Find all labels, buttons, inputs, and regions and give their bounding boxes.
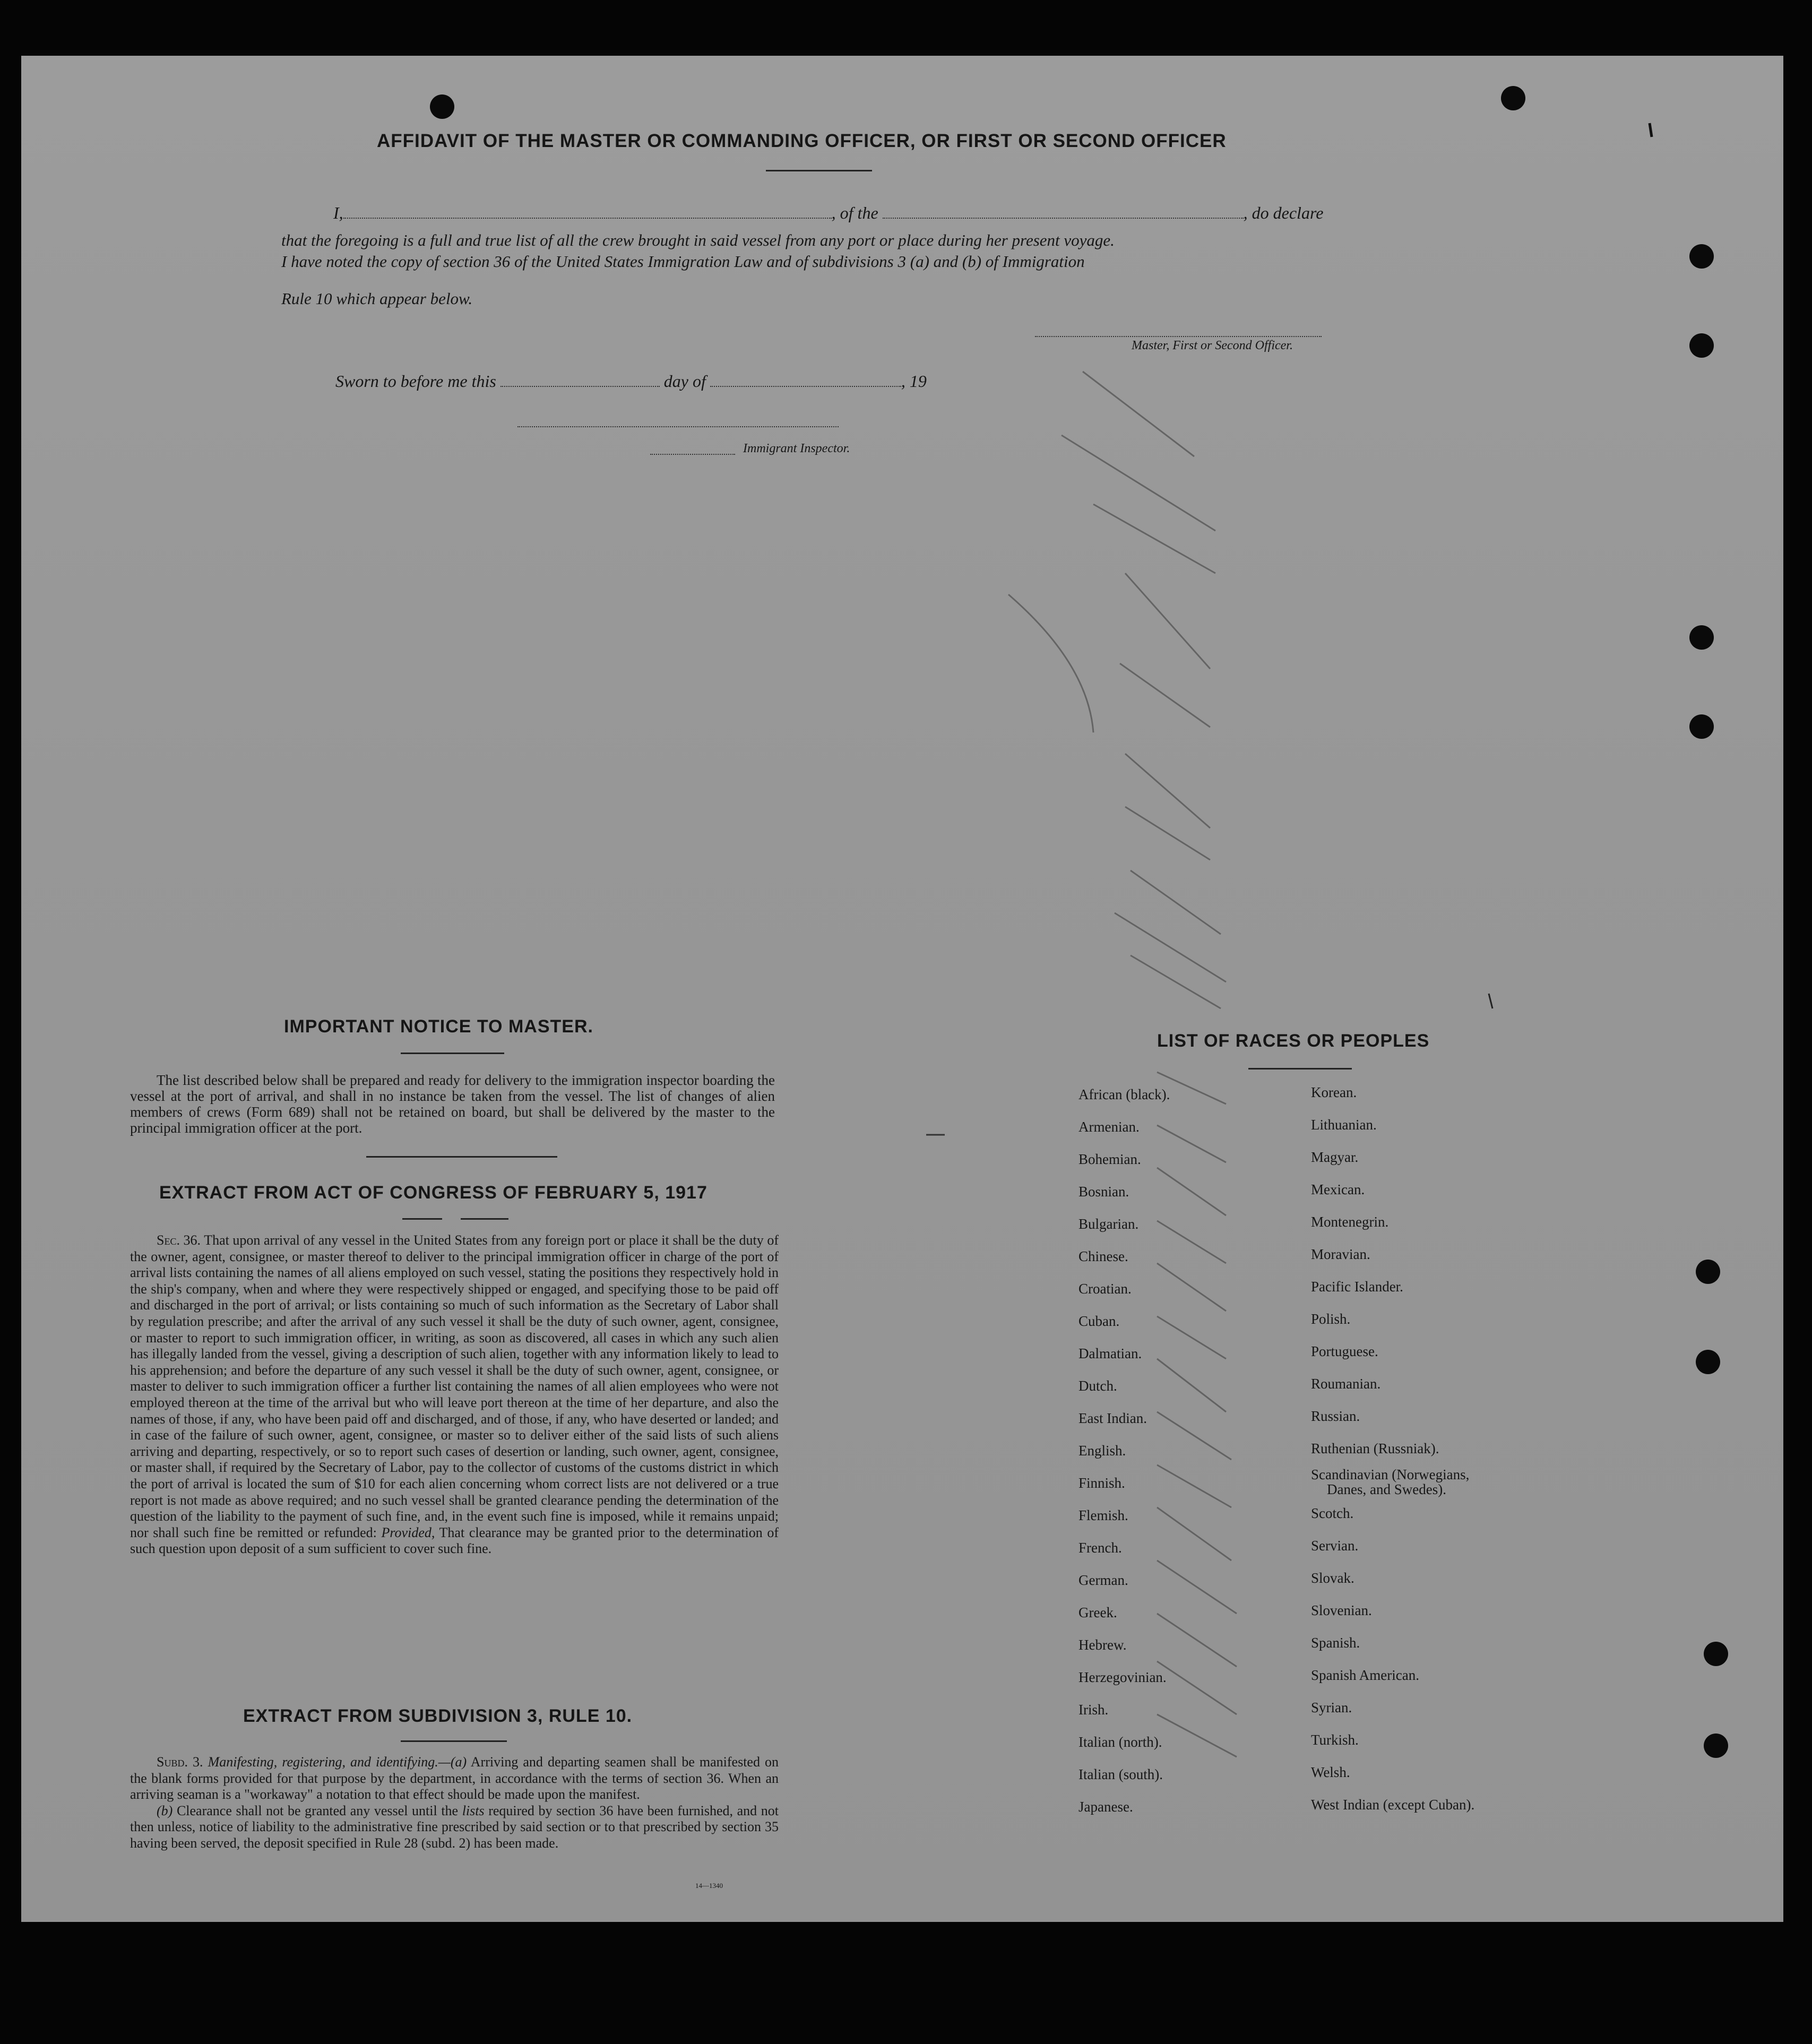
section-label: Sec. 36. <box>157 1232 201 1248</box>
tick-mark <box>1125 807 1210 860</box>
affidavit-line-4: Rule 10 which appear below. <box>281 289 473 308</box>
affidavit-i: I, <box>333 203 343 222</box>
section-36-text: That upon arrival of any vessel in the United States from any foreign port or place it shall be the duty of the owner, agent, consignee, or master thereof to deliver to the principal immigration officer in charge of the port of arrival lists containing the names of all aliens employed on such vessel, stating the positions they respectively hold in the ship's company, when and where they were respectively shipped or engaged, and specifying those to be paid off and discharged in the port of arrival; or lists containing so much of such information as the Secretary of Labor shall by regulation prescribe; and after the arrival of any such vessel it shall be the duty of such owner, agent, consignee, or master to report to such immigration officer, in writing, as soon as discovered, all cases in which any such alien has illegally landed from the vessel, giving a description of such alien, together with any information likely to lead to his apprehension; and before the departure of any such vessel it shall be the duty of such owner, agent, consignee, or master to deliver to such immigration officer a further list containing the names of all alien employees who were not employed thereon at the time of the arrival but who will leave port thereon at the time of her departure, and also the names of those, if any, who have been paid off and discharged, and of those, if any, who have deserted or landed; and in case of the failure of such owner, agent, consignee, or master so to deliver either of the said lists of such aliens arriving and departing, respectively, or so to report such cases of desertion or landing, such owner, agent, consignee, or master shall, if required by the Secretary of Labor, pay to the collector of customs of the customs district in which the port of arrival is located the sum of $10 for each alien concerning whom correct lists are not delivered or a true report is not made as above required; and no such vessel shall be granted clearance pending the determination of the question of the liability to the payment of such fine, and, in the event such fine is imposed, while it remains unpaid; nor shall such fine be remitted or refunded: <box>130 1232 779 1540</box>
affidavit-line-3: I have noted the copy of section 36 of the United States Immigration Law and of subdivisions 3 (a) and (b) of Immigration <box>281 252 1085 271</box>
tick-mark <box>1125 573 1210 669</box>
tick-mark <box>1157 1507 1231 1560</box>
provided-label: Provided, <box>381 1524 435 1540</box>
race-item: Bosnian. <box>1078 1184 1129 1200</box>
race-item: Cuban. <box>1078 1313 1120 1329</box>
tick-mark <box>1157 1221 1226 1263</box>
tick-mark <box>1115 913 1226 982</box>
race-item: Bulgarian. <box>1078 1216 1139 1232</box>
tick-mark <box>1157 1263 1226 1311</box>
tick-mark <box>1131 955 1221 1008</box>
race-item: Scandinavian (Norwegians, <box>1311 1467 1470 1482</box>
race-item: West Indian (except Cuban). <box>1311 1797 1475 1813</box>
sworn-label: Sworn to before me this <box>335 372 496 391</box>
race-item: Dutch. <box>1078 1378 1117 1394</box>
race-item: Mexican. <box>1311 1181 1365 1197</box>
race-item: French. <box>1078 1540 1122 1556</box>
race-item: Roumanian. <box>1311 1376 1381 1392</box>
tick-mark <box>1157 1614 1237 1667</box>
subd-label: Subd. 3. <box>157 1754 203 1770</box>
race-item: Slovenian. <box>1311 1602 1372 1618</box>
race-item: Moravian. <box>1311 1246 1370 1262</box>
stray-mark <box>1650 123 1652 137</box>
provided-text: That clearance may be granted prior to the determination of such question upon deposit of a sum sufficient to cover such fine. <box>130 1524 779 1557</box>
race-item: East Indian. <box>1078 1410 1147 1426</box>
race-item: Japanese. <box>1078 1799 1133 1815</box>
tick-mark <box>1157 1412 1231 1460</box>
race-item: Dalmatian. <box>1078 1346 1142 1361</box>
race-item: Ruthenian (Russniak). <box>1311 1441 1439 1456</box>
race-item: Greek. <box>1078 1605 1117 1620</box>
tick-mark <box>1157 1125 1226 1162</box>
race-item: Italian (north). <box>1078 1734 1162 1750</box>
race-item: English. <box>1078 1443 1126 1459</box>
tick-mark <box>1157 1560 1237 1614</box>
race-item: Magyar. <box>1311 1149 1359 1165</box>
race-item: Servian. <box>1311 1538 1359 1554</box>
stray-mark <box>1489 994 1492 1008</box>
race-item: Montenegrin. <box>1311 1214 1389 1230</box>
subd-b-label: (b) <box>157 1802 173 1818</box>
tick-mark <box>1157 1714 1237 1757</box>
race-item: Spanish. <box>1311 1635 1360 1651</box>
subd-text-b2: required by section 36 have been furnished, and not then unless, notice of liability to the administrative fine prescribed by said section or to that prescribed by section 35 having been served, the deposit specified in Rule 28 (subd. 2) has been made. <box>130 1802 779 1851</box>
tick-mark <box>1157 1072 1226 1104</box>
race-item: Polish. <box>1311 1311 1351 1327</box>
race-item: German. <box>1078 1572 1128 1588</box>
affidavit-title: AFFIDAVIT OF THE MASTER OR COMMANDING OFFICER, OR FIRST OR SECOND OFFICER <box>377 131 1227 151</box>
subd-text-b-lists: lists <box>462 1802 485 1818</box>
affidavit-of-the: , of the <box>831 203 878 222</box>
subd-text-b1: Clearance shall not be granted any vessel until the <box>176 1802 459 1818</box>
day-of-label: day of <box>663 372 706 391</box>
notice-title: IMPORTANT NOTICE TO MASTER. <box>284 1016 593 1037</box>
race-item: Russian. <box>1311 1408 1360 1424</box>
tick-mark <box>1125 754 1210 828</box>
race-item: Irish. <box>1078 1702 1109 1718</box>
race-item: Welsh. <box>1311 1764 1350 1780</box>
race-item: Herzegovinian. <box>1078 1669 1167 1685</box>
affidavit-line-2: that the foregoing is a full and true list of all the crew brought in said vessel from any port or place during her present voyage. <box>281 231 1115 249</box>
race-item: Turkish. <box>1311 1732 1359 1748</box>
act-title: EXTRACT FROM ACT OF CONGRESS OF FEBRUARY 5, 1917 <box>159 1183 707 1203</box>
race-item: Slovak. <box>1311 1570 1354 1586</box>
race-item: Pacific Islander. <box>1311 1279 1403 1295</box>
tick-mark <box>1062 435 1215 531</box>
tick-mark <box>1093 504 1215 573</box>
tick-mark <box>1157 1359 1226 1412</box>
affidavit-declare: , do declare <box>1243 203 1324 222</box>
race-item: Bohemian. <box>1078 1151 1141 1167</box>
rule-title: EXTRACT FROM SUBDIVISION 3, RULE 10. <box>243 1706 633 1726</box>
tick-mark <box>1120 663 1210 727</box>
tick-mark <box>1131 870 1221 934</box>
race-item: Lithuanian. <box>1311 1117 1377 1133</box>
master-signature-label: Master, First or Second Officer. <box>1132 339 1293 352</box>
race-item: Armenian. <box>1078 1119 1140 1135</box>
tick-mark <box>1157 1465 1231 1507</box>
race-item: Finnish. <box>1078 1475 1125 1491</box>
race-item: Chinese. <box>1078 1248 1128 1264</box>
races-title: LIST OF RACES OR PEOPLES <box>1157 1031 1430 1051</box>
race-item: Italian (south). <box>1078 1766 1163 1782</box>
subd-heading: Manifesting, registering, and identifying.—(a) <box>208 1754 467 1770</box>
race-item: Hebrew. <box>1078 1637 1127 1653</box>
tick-mark <box>1157 1316 1226 1359</box>
tick-mark <box>1008 594 1093 732</box>
race-item: Spanish American. <box>1311 1667 1419 1683</box>
subd-text-a: Arriving and departing seamen shall be manifested on the blank forms provided for that purpose by the department, in accordance with the terms of section 36. When an arriving seaman is a "workaway" a notation to that effect should be made upon the manifest. <box>130 1754 779 1802</box>
race-item: Danes, and Swedes). <box>1327 1481 1446 1497</box>
race-item: Flemish. <box>1078 1507 1128 1523</box>
tick-mark <box>1083 372 1194 456</box>
tick-mark <box>1157 1661 1237 1714</box>
race-item: Portuguese. <box>1311 1343 1378 1359</box>
race-item: Syrian. <box>1311 1700 1352 1715</box>
inspector-label: Immigrant Inspector. <box>743 442 850 455</box>
year-label: , 19 <box>901 372 927 391</box>
race-item: African (black). <box>1078 1086 1170 1102</box>
tick-mark <box>1157 1168 1226 1215</box>
race-item: Korean. <box>1311 1084 1357 1100</box>
notice-paragraph: The list described below shall be prepared and ready for delivery to the immigration inspector boarding the vessel at the port of arrival, and shall in no instance be taken from the vessel. The list of changes of alien members of crews (Form 689) shall not be retained on board, but shall be delivered by the master to the principal immigration officer at the port. <box>130 1072 775 1136</box>
race-item: Croatian. <box>1078 1281 1132 1297</box>
form-number: 14—1340 <box>695 1882 723 1890</box>
race-item: Scotch. <box>1311 1505 1354 1521</box>
